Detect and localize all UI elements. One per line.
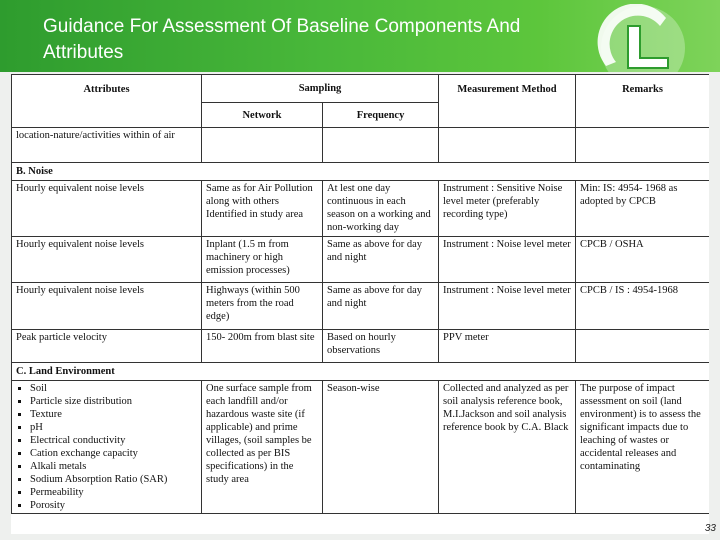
list-item: ▪ Permeability — [30, 486, 197, 499]
assessment-table — [11, 74, 709, 514]
noise-method-cell: PPV meter — [439, 330, 576, 363]
noise-network-cell: Highways (within 500 meters from the road edge) — [202, 283, 323, 330]
noise-attribute-cell: Hourly equivalent noise levels — [12, 181, 202, 237]
measurement-method-header: Measurement Method — [439, 75, 576, 128]
list-item: ▪ Porosity — [30, 499, 197, 512]
sampling-header: Sampling — [202, 75, 439, 103]
noise-method-cell: Instrument : Sensitive Noise level meter (preferably recording type) — [439, 181, 576, 237]
noise-frequency-cell: Same as above for day and night — [323, 237, 439, 283]
noise-remarks-cell: CPCB / OSHA — [576, 237, 709, 283]
section-land-heading: C. Land Environment — [12, 363, 710, 381]
noise-attribute-cell: Peak particle velocity — [12, 330, 202, 363]
network-header: Network — [202, 103, 323, 128]
noise-network-cell: 150- 200m from blast site — [202, 330, 323, 363]
noise-network-cell: Inplant (1.5 m from machinery or high emission processes) — [202, 237, 323, 283]
noise-remarks-cell — [576, 330, 709, 363]
page-number: 33 — [704, 523, 716, 534]
list-item: ▪ Electrical conductivity — [30, 434, 197, 447]
table-row — [12, 330, 710, 363]
noise-method-cell: Instrument : Noise level meter — [439, 283, 576, 330]
list-item: ▪ pH — [30, 421, 197, 434]
table-cell-empty — [202, 128, 323, 163]
noise-method-cell: Instrument : Noise level meter — [439, 237, 576, 283]
list-item: ▪ Sodium Absorption Ratio (SAR) — [30, 473, 197, 486]
table-cell-empty — [439, 128, 576, 163]
frequency-header: Frequency — [323, 103, 439, 128]
noise-remarks-cell: CPCB / IS : 4954-1968 — [576, 283, 709, 330]
noise-attribute-cell: Hourly equivalent noise levels — [12, 283, 202, 330]
table-row — [12, 181, 710, 237]
list-item: ▪ Cation exchange capacity — [30, 447, 197, 460]
land-method-cell: Collected and analyzed as per soil analysis reference book, M.I.Jackson and soil analysis reference book by C.A. Black — [439, 381, 576, 514]
land-attributes-list — [16, 382, 197, 512]
list-item: ▪ Alkali metals — [30, 460, 197, 473]
document-scan — [11, 74, 709, 534]
noise-remarks-cell: Min: IS: 4954- 1968 as adopted by CPCB — [576, 181, 709, 237]
table-cell-empty — [576, 128, 709, 163]
table-row — [12, 237, 710, 283]
remarks-header: Remarks — [576, 75, 709, 128]
land-remarks-cell: The purpose of impact assessment on soil (land environment) is to assess the significant impacts due to leaching of wastes or accidental releases and contaminating — [576, 381, 709, 514]
noise-attribute-cell: Hourly equivalent noise levels — [12, 237, 202, 283]
list-item: ▪ Soil — [30, 382, 197, 395]
table-row — [12, 283, 710, 330]
land-network-cell: One surface sample from each landfill and/or hazardous waste site (if applicable) and prime villages, (soil samples be collected as per BIS specifications) in the study area — [202, 381, 323, 514]
noise-frequency-cell: Same as above for day and night — [323, 283, 439, 330]
list-item: ▪ Texture — [30, 408, 197, 421]
slide-title: Guidance For Assessment Of Baseline Components And Attributes — [43, 16, 521, 63]
section-noise-heading: B. Noise — [12, 163, 710, 181]
attributes-header: Attributes — [12, 75, 202, 128]
table-row-air-location: location-nature/activities within of air — [12, 128, 202, 163]
table-row — [12, 381, 710, 514]
table-cell-empty — [323, 128, 439, 163]
noise-frequency-cell: Based on hourly observations — [323, 330, 439, 363]
noise-network-cell: Same as for Air Pollution along with others Identified in study area — [202, 181, 323, 237]
list-item: ▪ Particle size distribution — [30, 395, 197, 408]
noise-frequency-cell: At lest one day continuous in each season on a working and non-working day — [323, 181, 439, 237]
land-attributes-cell — [12, 381, 202, 514]
land-frequency-cell: Season-wise — [323, 381, 439, 514]
